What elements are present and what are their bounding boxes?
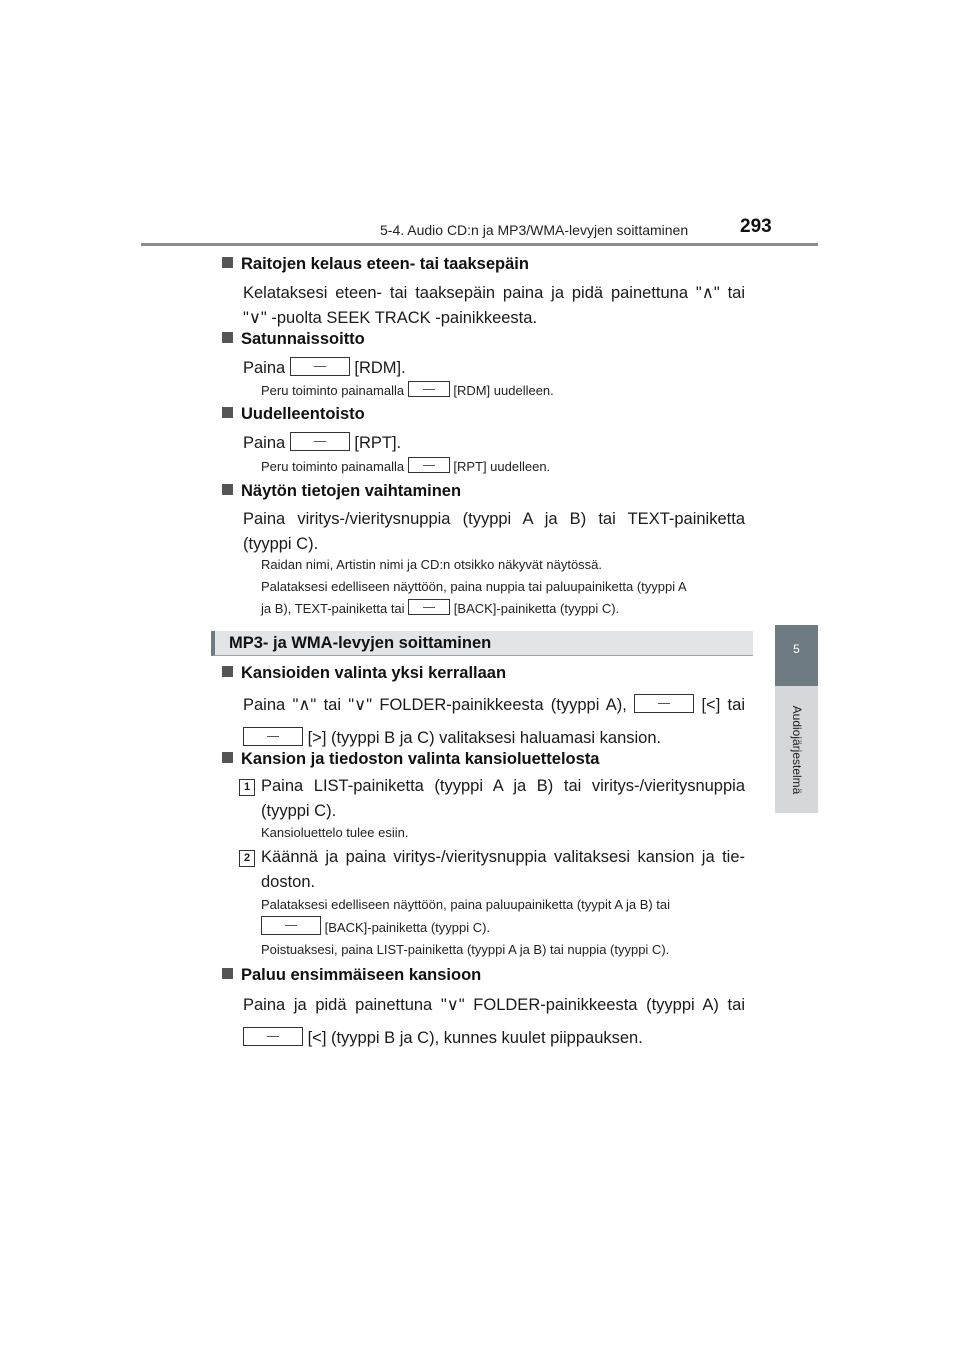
heading-folder: Kansioiden valinta yksi kerrallaan xyxy=(222,664,506,683)
square-bullet-icon xyxy=(222,257,233,268)
running-header-section: 5-4. Audio CD:n ja MP3/WMA-levyjen soittaminen xyxy=(380,222,689,238)
paragraph-seek: Kelataksesi eteen- tai taaksepäin paina ja pidä painettuna "∧" tai "∨" -puolta SEEK TRACK -painikkeesta. xyxy=(243,284,745,327)
heading-first-folder: Paluu ensimmäiseen kansioon xyxy=(222,966,481,985)
note-display: Raidan nimi, Artistin nimi ja CD:n otsikko näkyvät näytössä. Palataksesi edelliseen näyttöön, paina nuppia tai paluupainiketta (tyyppi A ja B), TEXT-painiketta tai [BACK]-painiketta (tyyppi C). xyxy=(261,557,687,616)
chapter-tab-label-text: Audiojärjestelmä xyxy=(789,705,804,794)
next-button-icon xyxy=(243,727,303,746)
header-rule xyxy=(141,243,818,246)
square-bullet-icon xyxy=(222,332,233,343)
paragraph-step-1: Paina LIST-painiketta (tyyppi A ja B) tai viritys-/vieritysnuppia (tyyppi C). xyxy=(261,777,745,820)
paragraph-repeat: Paina [RPT]. xyxy=(243,434,402,452)
rpt-button-icon xyxy=(408,457,450,473)
paragraph-display: Paina viritys-/vieritysnuppia (tyyppi A ja B) tai TEXT-painiketta (tyyppi C). xyxy=(243,510,745,553)
step-2-marker: 2 xyxy=(239,849,255,867)
note-step-1: Kansioluettelo tulee esiin. xyxy=(261,825,409,840)
heading-display: Näytön tietojen vaihtaminen xyxy=(222,482,461,501)
square-bullet-icon xyxy=(222,752,233,763)
back-button-icon xyxy=(408,599,450,615)
section-title: MP3- ja WMA-levyjen soittaminen xyxy=(229,634,492,652)
paragraph-folder: Paina "∧" tai "∨" FOLDER-painikkeesta (tyyppi A), [<] tai [>] (tyyppi B ja C) valitaksesi haluamasi kansion. xyxy=(243,696,745,747)
square-bullet-icon xyxy=(222,968,233,979)
heading-random: Satunnaissoitto xyxy=(222,330,365,349)
square-bullet-icon xyxy=(222,666,233,677)
paragraph-first-folder: Paina ja pidä painettuna "∨" FOLDER-painikkeesta (tyyppi A) tai [<] (tyyppi B ja C), kunnes kuulet piippauksen. xyxy=(243,996,745,1047)
prev-button-icon xyxy=(634,694,694,713)
square-bullet-icon xyxy=(222,484,233,495)
square-bullet-icon xyxy=(222,407,233,418)
paragraph-step-2: Käännä ja paina viritys-/vieritysnuppia valitaksesi kansion ja tie- doston. xyxy=(261,848,745,891)
paragraph-random: Paina [RDM]. xyxy=(243,359,406,377)
rdm-button-icon xyxy=(290,357,350,376)
chapter-tab-number: 5 xyxy=(775,625,818,686)
chapter-tab-label xyxy=(775,686,818,813)
note-step-2: Palataksesi edelliseen näyttöön, paina paluupainiketta (tyypit A ja B) tai [BACK]-painiketta (tyyppi C). Poistuaksesi, paina LIST-painiketta (tyyppi A ja B) tai nuppia (tyyppi C). xyxy=(261,897,671,957)
section-title-bar xyxy=(211,631,753,656)
note-repeat: Peru toiminto painamalla [RPT] uudelleen. xyxy=(261,459,551,474)
heading-seek: Raitojen kelaus eteen- tai taaksepäin xyxy=(222,255,529,274)
prev-button-icon xyxy=(243,1027,303,1046)
note-random: Peru toiminto painamalla [RDM] uudelleen. xyxy=(261,383,554,398)
back-button-icon xyxy=(261,916,321,935)
step-1-marker: 1 xyxy=(239,778,255,796)
heading-list: Kansion ja tiedoston valinta kansioluettelosta xyxy=(222,750,600,769)
page-number: 293 xyxy=(740,216,772,237)
rdm-button-icon xyxy=(408,381,450,397)
rpt-button-icon xyxy=(290,432,350,451)
heading-repeat: Uudelleentoisto xyxy=(222,405,365,424)
